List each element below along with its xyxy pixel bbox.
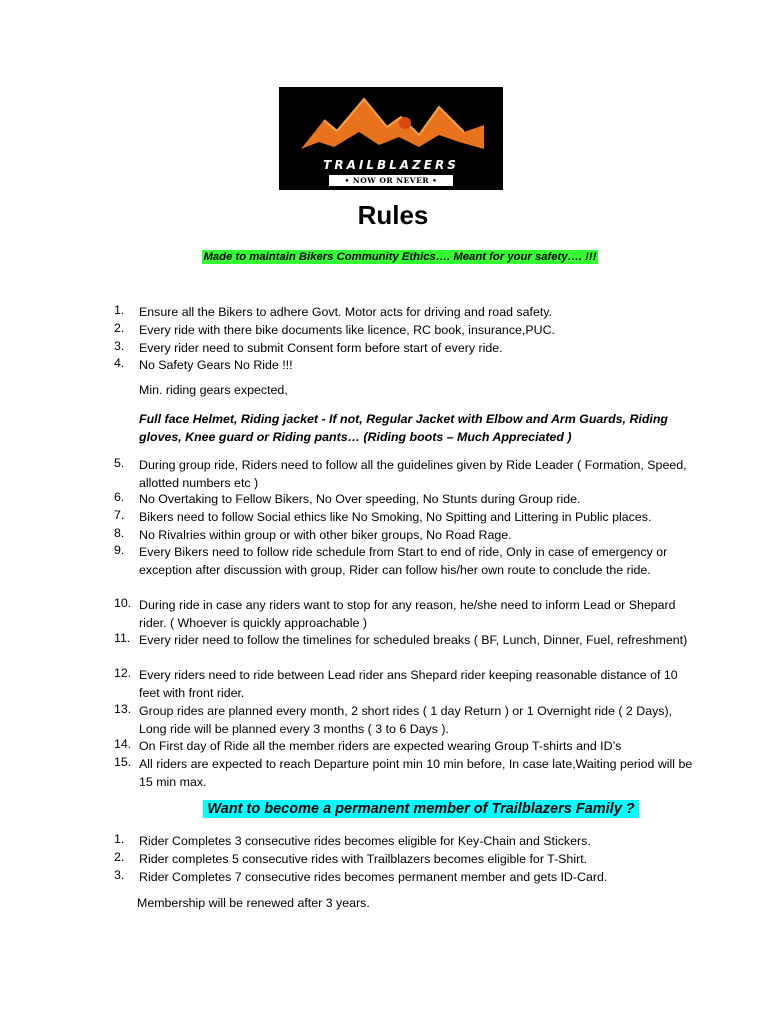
item-number: 3. xyxy=(114,868,125,882)
item-number: 14. xyxy=(114,737,132,751)
item-number: 2. xyxy=(114,850,125,864)
item-number: 15. xyxy=(114,755,132,769)
renewal-note: Membership will be renewed after 3 years. xyxy=(137,896,370,910)
item-text: No Safety Gears No Ride !!! xyxy=(139,358,293,372)
item-number: 3. xyxy=(114,339,125,353)
item-text: Every rider need to follow the timelines for scheduled breaks ( BF, Lunch, Dinner, Fuel, refreshment) xyxy=(139,633,688,647)
item-text: During group ride, Riders need to follow all the guidelines given by Ride Leader ( Formation, Speed, allotted numbers etc ) xyxy=(139,458,687,490)
item-number: 11. xyxy=(114,631,131,645)
item-number: 4. xyxy=(114,356,125,370)
item-text: No Rivalries within group or with other biker groups, No Road Rage. xyxy=(139,528,512,542)
item-text: Every rider need to submit Consent form before start of every ride. xyxy=(139,341,503,355)
item-text: Rider Completes 7 consecutive rides becomes permanent member and gets ID-Card. xyxy=(139,870,608,884)
item-text: Rider completes 5 consecutive rides with Trailblazers becomes eligible for T-Shirt. xyxy=(139,852,588,866)
item-number: 13. xyxy=(114,702,132,716)
item-text: All riders are expected to reach Departure point min 10 min before, In case late,Waiting period will be 15 min max. xyxy=(139,757,693,789)
subtitle: Made to maintain Bikers Community Ethics…. Meant for your safety…. !!! xyxy=(203,251,597,263)
item-number: 5. xyxy=(114,456,125,470)
item-text: Rider Completes 3 consecutive rides becomes eligible for Key-Chain and Stickers. xyxy=(139,834,591,848)
item-text: During ride in case any riders want to stop for any reason, he/she need to inform Lead or Shepard rider. ( Whoever is quickly approachable ) xyxy=(139,598,676,630)
trailblazers-logo xyxy=(279,87,503,190)
gears-intro: Min. riding gears expected, xyxy=(139,383,288,397)
item-text: On First day of Ride all the member riders are expected wearing Group T-shirts and ID’s xyxy=(139,739,622,753)
item-text: No Overtaking to Fellow Bikers, No Over speeding, No Stunts during Group ride. xyxy=(139,492,581,506)
item-number: 1. xyxy=(114,832,125,846)
gears-list: Full face Helmet, Riding jacket - If not, Regular Jacket with Elbow and Arm Guards, Riding gloves, Knee guard or Riding pants… (Riding boots – Much Appreciated ) xyxy=(139,412,668,444)
page-title: Rules xyxy=(357,200,429,230)
item-text: Bikers need to follow Social ethics like No Smoking, No Spitting and Littering in Public places. xyxy=(139,510,652,524)
item-number: 12. xyxy=(114,666,132,680)
item-text: Every Bikers need to follow ride schedule from Start to end of ride, Only in case of emergency or exception after discussion with group, Rider can follow his/her own route to conclude the ride. xyxy=(139,545,668,577)
logo-tagline: • NOW OR NEVER • xyxy=(329,175,453,186)
item-number: 10. xyxy=(114,596,132,610)
item-text: Group rides are planned every month, 2 short rides ( 1 day Return ) or 1 Overnight ride ( 2 Days), Long ride will be planned every 3 months ( 3 to 6 Days ). xyxy=(139,704,673,736)
item-text: Every ride with there bike documents like licence, RC book, insurance,PUC. xyxy=(139,323,555,337)
logo-name: TRAILBLAZERS xyxy=(323,158,459,172)
item-number: 8. xyxy=(114,526,125,540)
item-number: 2. xyxy=(114,321,125,335)
item-number: 7. xyxy=(114,508,125,522)
item-number: 1. xyxy=(114,303,125,317)
membership-heading: Want to become a permanent member of Trailblazers Family ? xyxy=(203,800,638,818)
item-text: Ensure all the Bikers to adhere Govt. Motor acts for driving and road safety. xyxy=(139,305,552,319)
item-number: 6. xyxy=(114,490,125,504)
item-number: 9. xyxy=(114,543,125,557)
item-text: Every riders need to ride between Lead rider ans Shepard rider keeping reasonable distance of 10 feet with front rider. xyxy=(139,668,678,700)
